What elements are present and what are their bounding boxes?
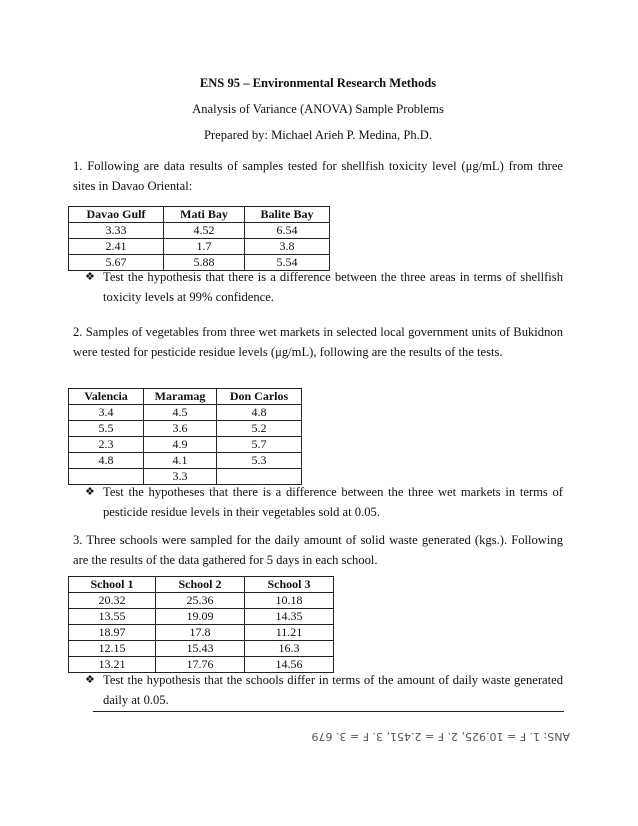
table-cell: 5.88 [164,255,245,271]
table-cell: 20.32 [69,593,156,609]
table-row [69,223,330,239]
table-cell: 4.52 [164,223,245,239]
problem-2-table [68,388,302,485]
table-cell: 4.1 [144,453,217,469]
table-cell: 3.4 [69,405,144,421]
table-cell: 14.35 [245,609,334,625]
column-header: School 1 [69,577,156,593]
problem-3-task [85,670,563,710]
table-header-row [69,577,334,593]
table-cell: 5.2 [217,421,302,437]
table-row [69,453,302,469]
table-cell: 2.41 [69,239,164,255]
column-header: Davao Gulf [69,207,164,223]
diamond-bullet-icon: ❖ [85,673,95,686]
table-cell: 17.76 [156,657,245,673]
column-header: School 3 [245,577,334,593]
table-cell: 18.97 [69,625,156,641]
table-cell: 5.3 [217,453,302,469]
column-header: Don Carlos [217,389,302,405]
table-cell: 15.43 [156,641,245,657]
table-cell: 5.7 [217,437,302,453]
table-cell: 5.67 [69,255,164,271]
table-cell: 5.5 [69,421,144,437]
author-line: Prepared by: Michael Arieh P. Medina, Ph.D. [203,128,433,142]
table-cell: 2.3 [69,437,144,453]
problem-2-text: 2. Samples of vegetables from three wet markets in selected local government units of Bukidnon were tested for pesticide residue levels (μg/mL), following are the results of the tests. [73,325,563,359]
table-cell: 4.8 [69,453,144,469]
task-text: Test the hypothesis that the schools differ in terms of the amount of daily waste generated daily at 0.05. [103,673,563,707]
table-cell: 3.8 [245,239,330,255]
table-cell: 25.36 [156,593,245,609]
column-header: School 2 [156,577,245,593]
table-cell: 5.54 [245,255,330,271]
table-cell: 3.33 [69,223,164,239]
table-header-row [69,207,330,223]
table-row [69,609,334,625]
table-row [69,239,330,255]
problem-1-table [68,206,330,271]
table-cell: 13.21 [69,657,156,673]
diamond-bullet-icon: ❖ [85,270,95,283]
table-cell: 4.8 [217,405,302,421]
table-cell: 6.54 [245,223,330,239]
table-cell: 4.5 [144,405,217,421]
table-cell: 13.55 [69,609,156,625]
answer-key: ANS: 1. F = 10.925, 2. F = 2.451, 3. F = 3. 679 [311,730,570,743]
problem-1-task [85,267,563,307]
table-cell: 3.6 [144,421,217,437]
table-cell: 10.18 [245,593,334,609]
table-row [69,625,334,641]
problem-1-text: 1. Following are data results of samples tested for shellfish toxicity level (μg/mL) from three sites in Davao Oriental: [73,159,563,193]
table-header-row [69,389,302,405]
table-row [69,437,302,453]
problem-3-text: 3. Three schools were sampled for the daily amount of solid waste generated (kgs.). Following are the results of the data gathered for 5 days in each school. [73,533,563,567]
column-header: Valencia [69,389,144,405]
table-row [69,593,334,609]
table-cell: 3.3 [144,469,217,485]
problem-3-table [68,576,334,673]
table-cell: 14.56 [245,657,334,673]
column-header: Balite Bay [245,207,330,223]
table-cell: 16.3 [245,641,334,657]
table-row [69,641,334,657]
task-text: Test the hypothesis that there is a difference between the three areas in terms of shellfish toxicity levels at 99% confidence. [103,270,563,304]
task-text: Test the hypotheses that there is a difference between the three wet markets in terms of pesticide residue levels in their vegetables sold at 0.05. [103,485,563,519]
table-row [69,405,302,421]
document-subtitle: Analysis of Variance (ANOVA) Sample Problems [192,102,444,116]
table-cell: 1.7 [164,239,245,255]
table-cell: 4.9 [144,437,217,453]
table-cell: 17.8 [156,625,245,641]
column-header: Mati Bay [164,207,245,223]
diamond-bullet-icon: ❖ [85,485,95,498]
table-cell: 12.15 [69,641,156,657]
table-cell: 11.21 [245,625,334,641]
course-title: ENS 95 – Environmental Research Methods [199,76,437,90]
problem-2-task [85,482,563,522]
table-row [69,421,302,437]
table-cell: 19.09 [156,609,245,625]
column-header: Maramag [144,389,217,405]
footer-rule [93,711,564,712]
